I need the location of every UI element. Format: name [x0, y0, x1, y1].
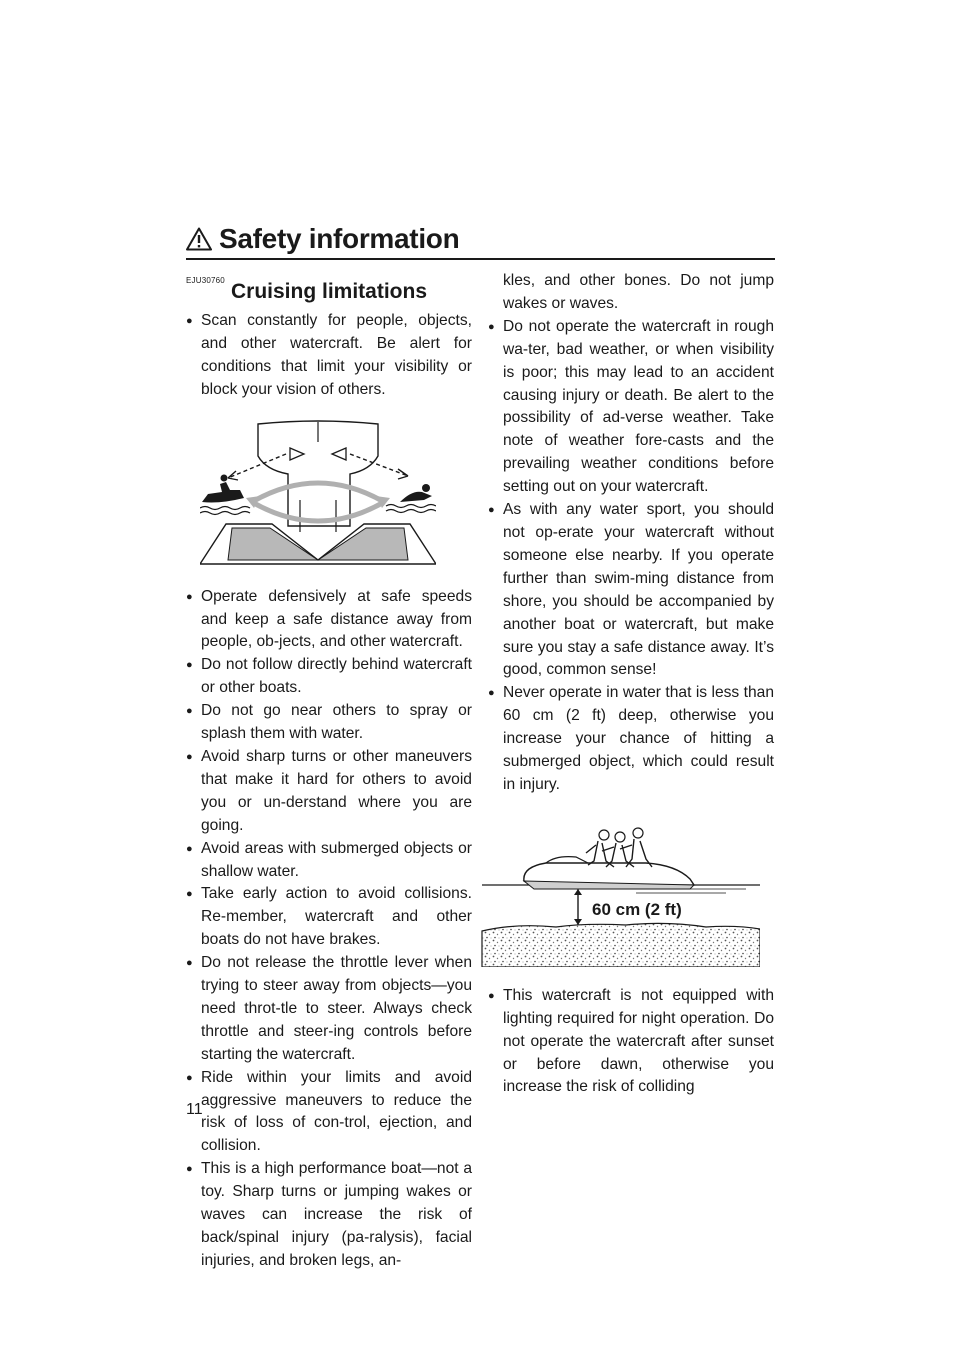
bullet-item: ● Avoid sharp turns or other maneuvers that make it hard for others to avoid you or un-derstand where you are going. [186, 746, 472, 838]
bullet-list-left [186, 586, 472, 1273]
bullet-item: ● As with any water sport, you should not op-erate your watercraft without someone else nearby. If you operate further than swim-ming distance from shore, you should be accompanied by another boat or watercraft, but make sure you stay a safe distance away. It’s good, common sense! [488, 499, 774, 682]
bullet-item: ● This watercraft is not equipped with lighting required for night operation. Do not operate the watercraft after sunset or before dawn, otherwise you increase the risk of colliding [488, 985, 774, 1100]
bullet-item: ● Do not release the throttle lever when trying to steer away from objects—you need throt-tle to steer. Always check throttle and steer-ing controls before starting the watercraft. [186, 952, 472, 1067]
left-column [186, 270, 472, 1273]
bullet-list-right [488, 316, 774, 797]
minimum-depth-illustration [476, 827, 760, 967]
bullet-item: ● Do not follow directly behind watercraft or other boats. [186, 654, 472, 700]
bullet-item: ● Scan constantly for people, objects, and other watercraft. Be alert for conditions that limit your visibility or block your vision of others. [186, 310, 472, 402]
section-reference-code: EJU30760 [186, 276, 225, 285]
bullet-item: ● Take early action to avoid collisions. Re-member, watercraft and other boats do not have brakes. [186, 883, 472, 952]
page-header [186, 222, 775, 260]
bullet-item: ● Do not operate the watercraft in rough wa-ter, bad weather, or when visibility is poor; this may lead to an accident causing injury or death. Be alert to the possibility of ad-verse weather. Take note of weather fore-casts and the prevailing weather conditions before setting out on your watercraft. [488, 316, 774, 499]
warning-triangle-icon [186, 227, 212, 251]
page-number: 11 [186, 1101, 203, 1118]
page-title: Safety information [219, 223, 460, 254]
bullet-list-right-bottom [488, 985, 774, 1100]
right-column [488, 270, 774, 1099]
bullet-item: ● Ride within your limits and avoid aggressive maneuvers to reduce the risk of loss of con-trol, ejection, and collision. [186, 1067, 472, 1159]
bullet-item: ● Avoid areas with submerged objects or shallow water. [186, 838, 472, 884]
scan-surroundings-illustration [200, 420, 436, 570]
section-title: Cruising limitations [230, 280, 427, 303]
bullet-item: ● Never operate in water that is less than 60 cm (2 ft) deep, otherwise you increase your chance of hitting a submerged object, which could result in injury. [488, 682, 774, 797]
bullet-list-top [186, 310, 472, 402]
bullet-item: ● This is a high performance boat—not a toy. Sharp turns or jumping wakes or waves can increase the risk of back/spinal injury (pa-ralysis), facial injuries, and broken legs, an- [186, 1158, 472, 1273]
continued-text: kles, and other bones. Do not jump wakes or waves. [503, 272, 774, 312]
depth-label: 60 cm (2 ft) [592, 899, 682, 919]
bullet-item: ● Operate defensively at safe speeds and keep a safe distance away from people, ob-jects, and other watercraft. [186, 586, 472, 655]
bullet-item: ● Do not go near others to spray or splash them with water. [186, 700, 472, 746]
